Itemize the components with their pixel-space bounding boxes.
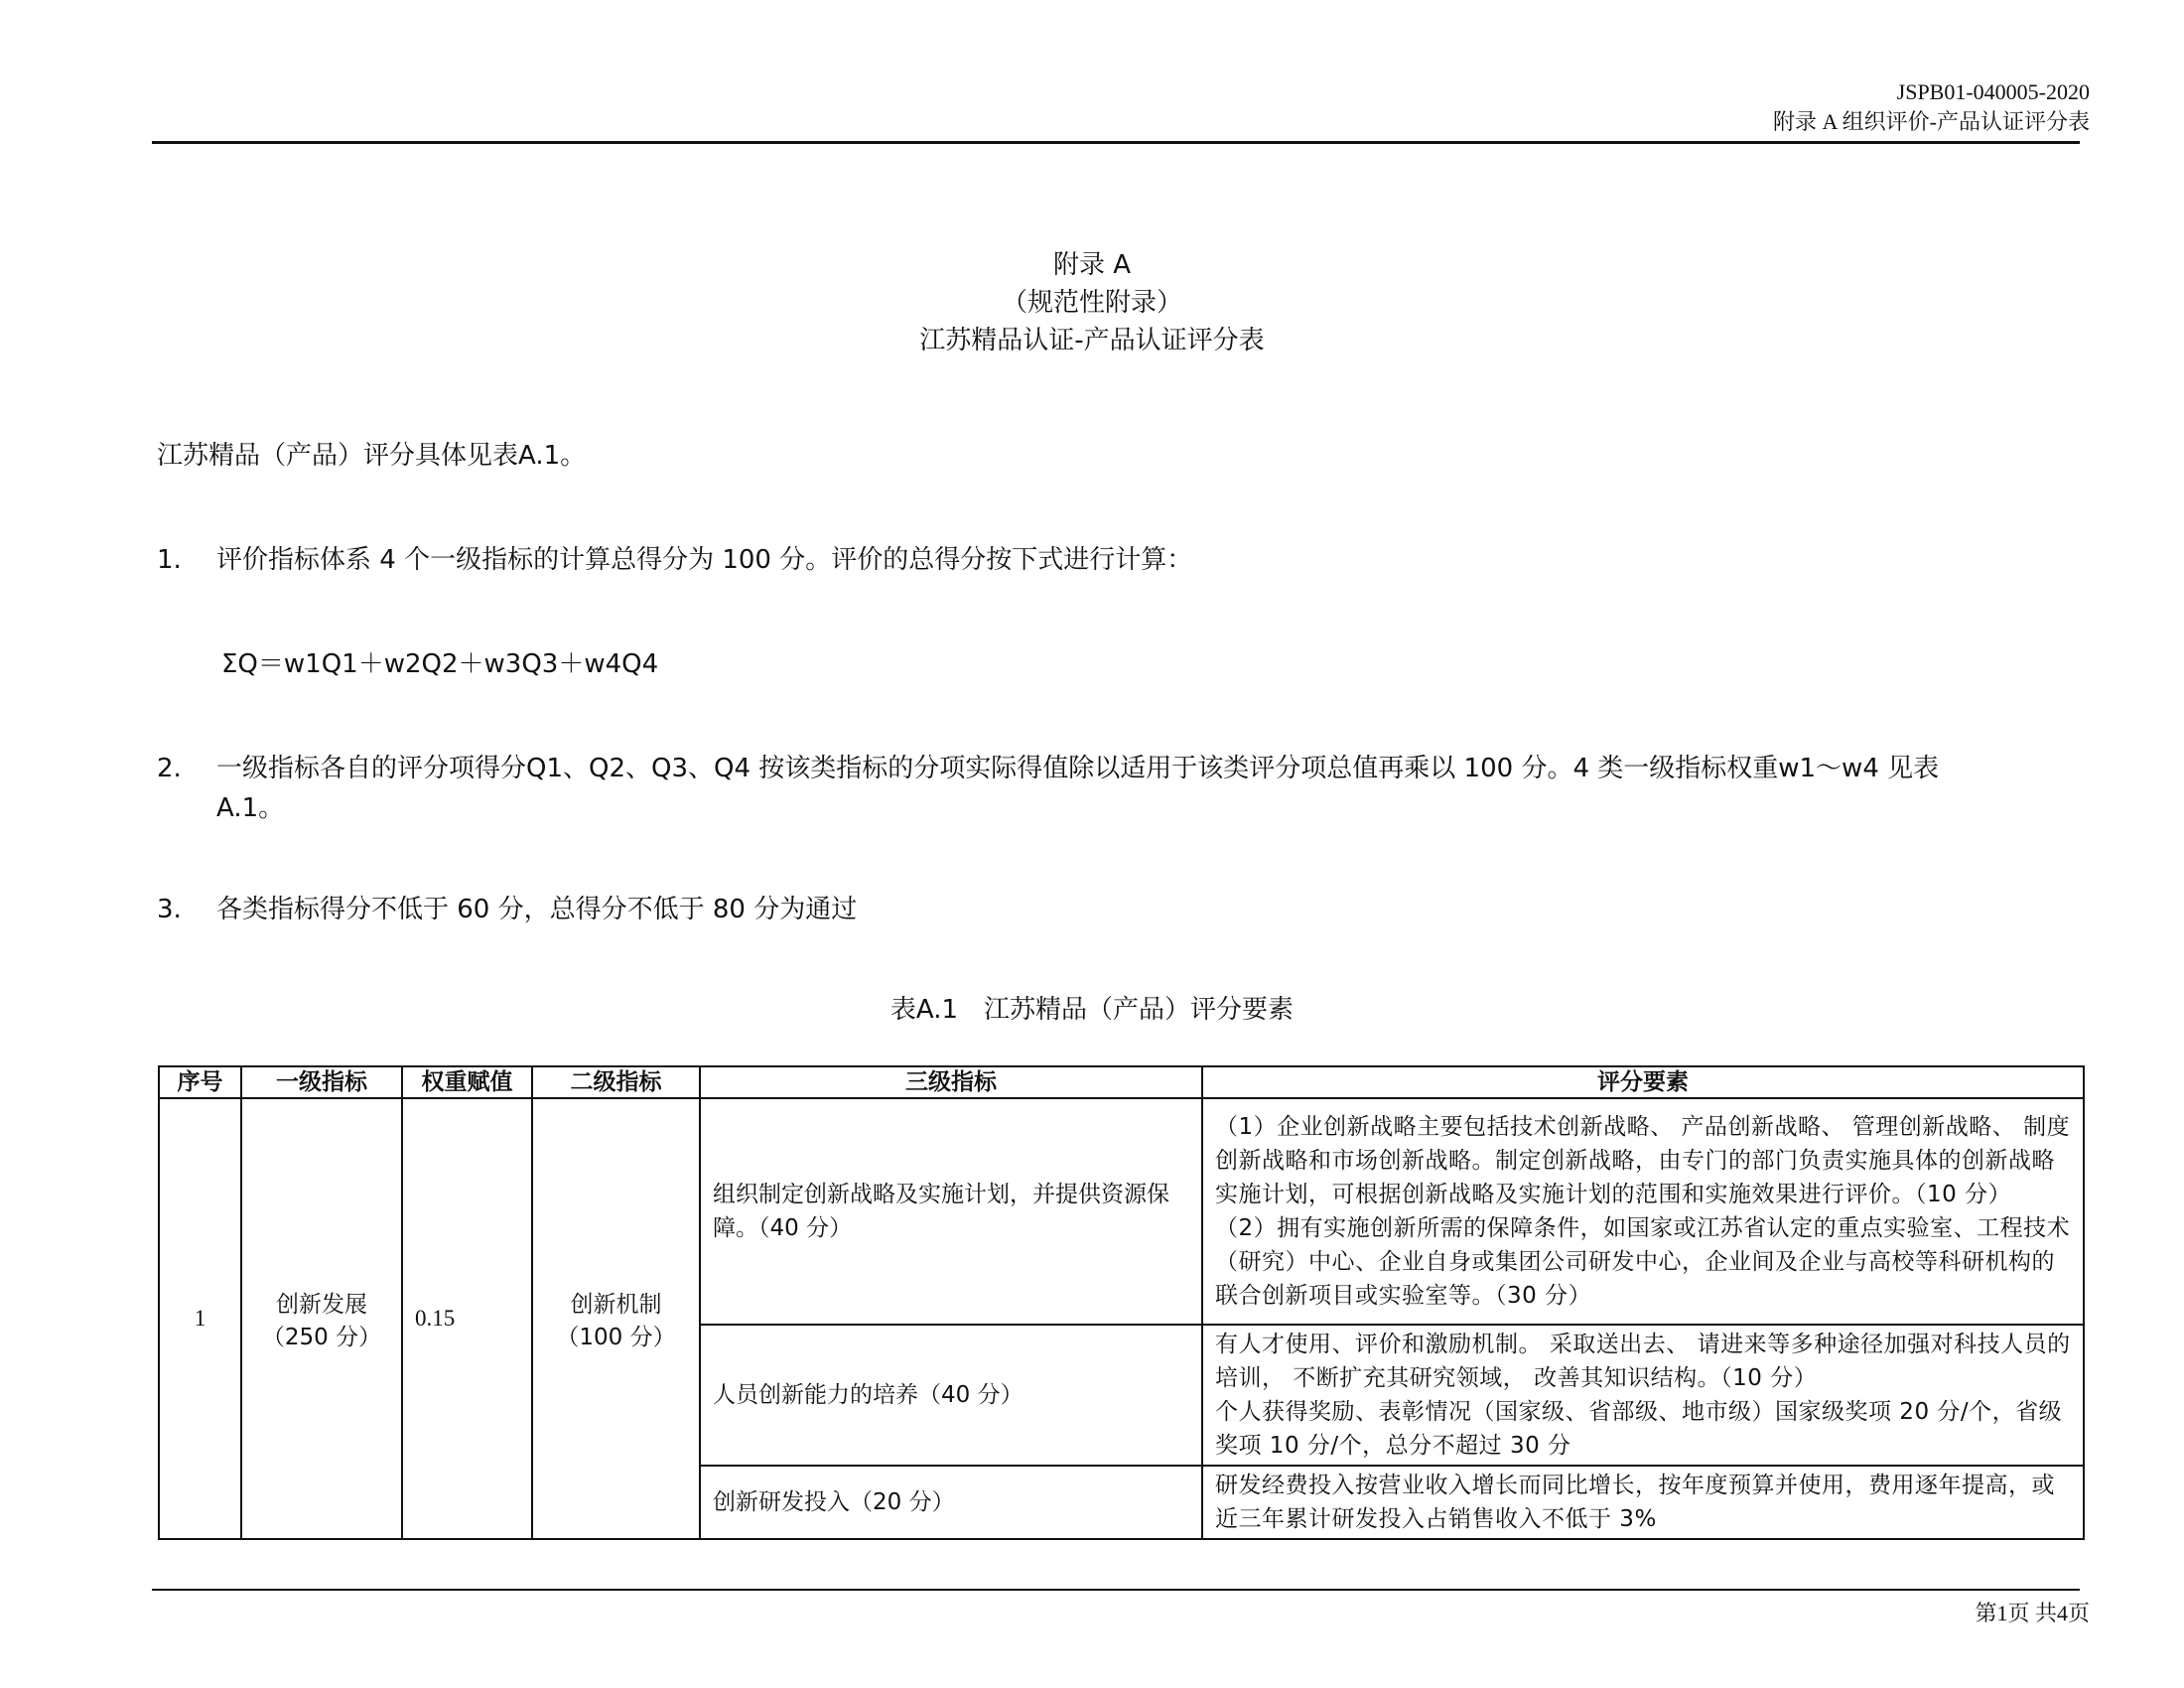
level1-name: 创新发展	[276, 1292, 367, 1318]
title-block	[0, 246, 2184, 359]
running-header	[1773, 77, 2090, 137]
footer-rule	[152, 1589, 2080, 1591]
requirement-text: （2）拥有实施创新所需的保障条件，如国家或江苏省认定的重点实验室、工程技术（研究）中心、企业自身或集团公司研发中心，企业间及企业与高校等科研机构的联合创新项目或实验室等。（30 分）	[1215, 1215, 2071, 1309]
weight-cell: 0.15	[402, 1098, 532, 1539]
table-caption: 表A.1 江苏精品（产品）评分要素	[889, 995, 1295, 1025]
column-header: 评分要素	[1202, 1066, 2084, 1098]
level3-criterion: 创新研发投入（20 分）	[700, 1466, 1202, 1539]
scoring-requirements	[1202, 1325, 2084, 1466]
appendix-title: 附录 A	[1052, 250, 1132, 280]
doc-code: JSPB01-040005-2020	[1896, 79, 2090, 104]
level3-criterion: 人员创新能力的培养（40 分）	[700, 1325, 1202, 1466]
column-header: 权重赋值	[402, 1066, 532, 1098]
item-text-continued: A.1。	[216, 793, 285, 823]
level2-name: 创新机制	[570, 1292, 662, 1318]
appendix-type: （规范性附录）	[1001, 288, 1182, 318]
requirement-text: 研发经费投入按营业收入增长而同比增长，按年度预算并使用，费用逐年提高，或近三年累计研发投入占销售收入不低于 3%	[1215, 1473, 2055, 1532]
level2-score: （100 分）	[556, 1325, 676, 1350]
requirement-text: 个人获得奖励、表彰情况（国家级、省部级、地市级）国家级奖项 20 分/个，省级奖项 10 分/个，总分不超过 30 分	[1215, 1399, 2063, 1459]
page-number: 第1页 共4页	[1975, 1601, 2090, 1625]
scoring-requirements	[1202, 1466, 2084, 1539]
requirement-text: 有人才使用、评价和激励机制。 采取送出去、 请进来等多种途径加强对科技人员的培训， 不断扩充其研究领域， 改善其知识结构。（10 分）	[1215, 1332, 2071, 1391]
doc-subtitle: 附录 A 组织评价-产品认证评分表	[1772, 109, 2090, 134]
item-text: 评价指标体系 4 个一级指标的计算总得分为 100 分。评价的总得分按下式进行计算：	[216, 545, 1193, 575]
table-row	[159, 1098, 2084, 1325]
column-header: 一级指标	[241, 1066, 402, 1098]
level3-criterion: 组织制定创新战略及实施计划，并提供资源保障。（40 分）	[700, 1098, 1202, 1325]
table-header-row	[159, 1066, 2084, 1098]
intro-paragraph: 江苏精品（产品）评分具体见表A.1。	[157, 441, 587, 471]
level1-score: （250 分）	[261, 1325, 382, 1350]
level1-cell	[241, 1098, 402, 1539]
document-title: 江苏精品认证-产品认证评分表	[919, 326, 1265, 355]
requirement-text: （1）企业创新战略主要包括技术创新战略、 产品创新战略、 管理创新战略、 制度创新战略和市场创新战略。制定创新战略，由专门的部门负责实施具体的创新战略实施计划，可根据创新战略及实施计划的范围和实施效果进行评价。（10 分）	[1215, 1114, 2071, 1207]
scoring-requirements	[1202, 1098, 2084, 1325]
column-header: 三级指标	[700, 1066, 1202, 1098]
item-text: 各类指标得分不低于 60 分，总得分不低于 80 分为通过	[216, 895, 858, 924]
item-number: 2.	[157, 754, 182, 783]
header-rule	[152, 141, 2080, 144]
scoring-table	[158, 1065, 2085, 1540]
seq-cell: 1	[159, 1098, 241, 1539]
item-text: 一级指标各自的评分项得分Q1、Q2、Q3、Q4 按该类指标的分项实际得值除以适用于该类评分项总值再乘以 100 分。4 类一级指标权重w1～w4 见表	[216, 754, 1940, 783]
level2-cell	[532, 1098, 700, 1539]
formula: ΣQ＝w1Q1＋w2Q2＋w3Q3＋w4Q4	[221, 649, 659, 679]
item-number: 1.	[157, 545, 182, 575]
column-header: 二级指标	[532, 1066, 700, 1098]
column-header: 序号	[159, 1066, 241, 1098]
item-number: 3.	[157, 895, 182, 924]
